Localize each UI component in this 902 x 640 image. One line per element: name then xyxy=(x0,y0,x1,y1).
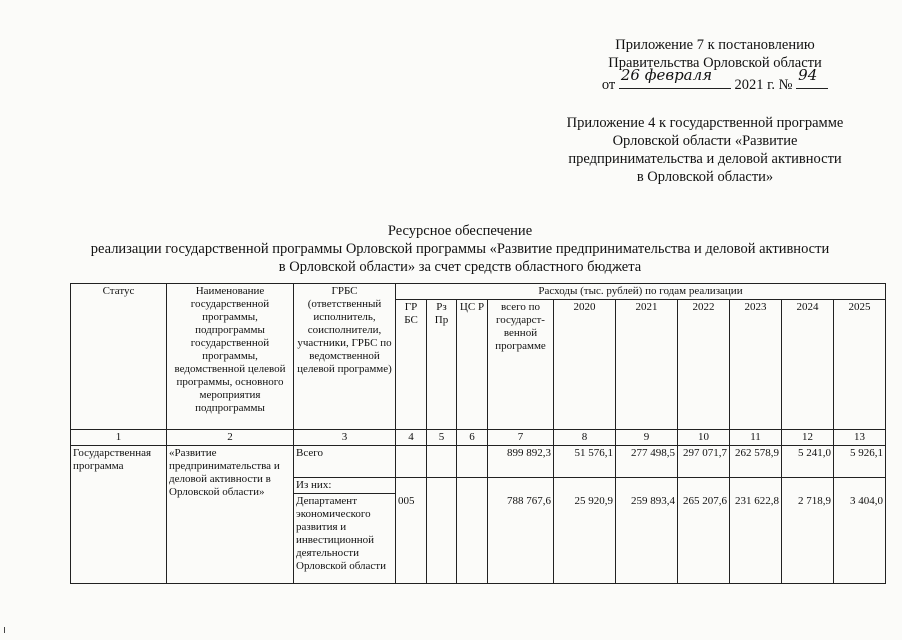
header-year: 2022 xyxy=(678,300,730,430)
empty-cell xyxy=(616,478,678,494)
department-value: 3 404,0 xyxy=(834,494,886,584)
empty-cell xyxy=(457,494,488,584)
total-value: 51 576,1 xyxy=(554,446,616,478)
date-signature-field xyxy=(619,66,731,89)
total-value: 262 578,9 xyxy=(730,446,782,478)
empty-cell xyxy=(457,478,488,494)
col-number: 1 xyxy=(71,430,167,446)
annex-7-header xyxy=(560,36,870,94)
empty-cell xyxy=(678,478,730,494)
column-number-row xyxy=(71,430,886,446)
annex-4-line-3: предпринимательства и деловой активности xyxy=(568,151,842,167)
total-value: 5 241,0 xyxy=(782,446,834,478)
empty-cell xyxy=(554,478,616,494)
scan-mark xyxy=(4,627,5,633)
empty-cell xyxy=(730,478,782,494)
resource-table xyxy=(70,283,886,584)
annex-4-line-1: Приложение 4 к государственной программе xyxy=(566,115,844,131)
col-number: 9 xyxy=(616,430,678,446)
department-value: 25 920,9 xyxy=(554,494,616,584)
status-cell: Государственная программа xyxy=(71,446,167,584)
empty-cell xyxy=(427,446,457,478)
total-label-cell: Всего xyxy=(294,446,396,478)
empty-cell xyxy=(782,478,834,494)
header-gr-bs: ГР БС xyxy=(396,300,427,430)
date-prefix: от xyxy=(601,77,616,93)
header-cs-r: ЦС Р xyxy=(457,300,488,430)
total-value: 5 926,1 xyxy=(834,446,886,478)
header-year: 2025 xyxy=(834,300,886,430)
of-which-cell: Из них: xyxy=(294,478,396,494)
department-value: 265 207,6 xyxy=(678,494,730,584)
col-number: 3 xyxy=(294,430,396,446)
col-number: 5 xyxy=(427,430,457,446)
col-number: 13 xyxy=(834,430,886,446)
col-number: 6 xyxy=(457,430,488,446)
col-number: 11 xyxy=(730,430,782,446)
number-signature-field xyxy=(796,66,828,89)
header-rz-pr: Рз Пр xyxy=(427,300,457,430)
program-name-cell: «Развитие предпринимательства и деловой активности в Орловской области» xyxy=(167,446,294,584)
document-title xyxy=(60,222,860,276)
header-year: 2024 xyxy=(782,300,834,430)
empty-cell xyxy=(488,478,554,494)
header-status: Статус xyxy=(71,284,167,430)
title-line-3: в Орловской области» за счет средств областного бюджета xyxy=(278,259,642,275)
department-value: 788 767,6 xyxy=(488,494,554,584)
header-row-1 xyxy=(71,284,886,300)
annex-4-line-2: Орловской области «Развитие xyxy=(612,133,798,149)
col-number: 12 xyxy=(782,430,834,446)
annex-7-date-line xyxy=(560,66,870,94)
total-value: 297 071,7 xyxy=(678,446,730,478)
empty-cell xyxy=(834,478,886,494)
col-number: 4 xyxy=(396,430,427,446)
department-value: 259 893,4 xyxy=(616,494,678,584)
col-number: 8 xyxy=(554,430,616,446)
empty-cell xyxy=(396,478,427,494)
header-year: 2020 xyxy=(554,300,616,430)
empty-cell xyxy=(427,494,457,584)
empty-cell xyxy=(396,446,427,478)
annex-4-line-4: в Орловской области» xyxy=(636,169,774,185)
col-number: 2 xyxy=(167,430,294,446)
title-line-1: Ресурсное обеспечение xyxy=(387,223,533,239)
department-cell: Департамент экономического развития и инвестиционной деятельности Орловской области xyxy=(294,494,396,584)
total-value: 277 498,5 xyxy=(616,446,678,478)
header-name: Наименование государственной программы, подпрограммы государственной программы, ведомственной целевой программы, основного мероприятия подпрограммы xyxy=(167,284,294,430)
col-number: 10 xyxy=(678,430,730,446)
header-year: 2023 xyxy=(730,300,782,430)
handwritten-number: 94 xyxy=(798,66,818,84)
annex-4-header xyxy=(540,114,870,186)
header-year: 2021 xyxy=(616,300,678,430)
header-total: всего по государст-венной программе xyxy=(488,300,554,430)
department-value: 231 622,8 xyxy=(730,494,782,584)
header-expenses: Расходы (тыс. рублей) по годам реализации xyxy=(396,284,886,300)
empty-cell xyxy=(427,478,457,494)
header-grbs: ГРБС (ответственный исполнитель, соисполнители, участники, ГРБС по ведомственной целевой программе) xyxy=(294,284,396,430)
handwritten-date: 26 февраля xyxy=(620,66,713,84)
total-value: 899 892,3 xyxy=(488,446,554,478)
year-text: 2021 г. № xyxy=(734,77,793,93)
empty-cell xyxy=(457,446,488,478)
department-grbs: 005 xyxy=(396,494,427,584)
annex-7-line-2: Правительства Орловской области xyxy=(608,55,822,71)
table-row-total xyxy=(71,446,886,478)
department-value: 2 718,9 xyxy=(782,494,834,584)
annex-7-line-1: Приложение 7 к постановлению xyxy=(615,37,815,53)
col-number: 7 xyxy=(488,430,554,446)
title-line-2: реализации государственной программы Орловской программы «Развитие предпринимательства и деловой активности xyxy=(90,241,830,257)
